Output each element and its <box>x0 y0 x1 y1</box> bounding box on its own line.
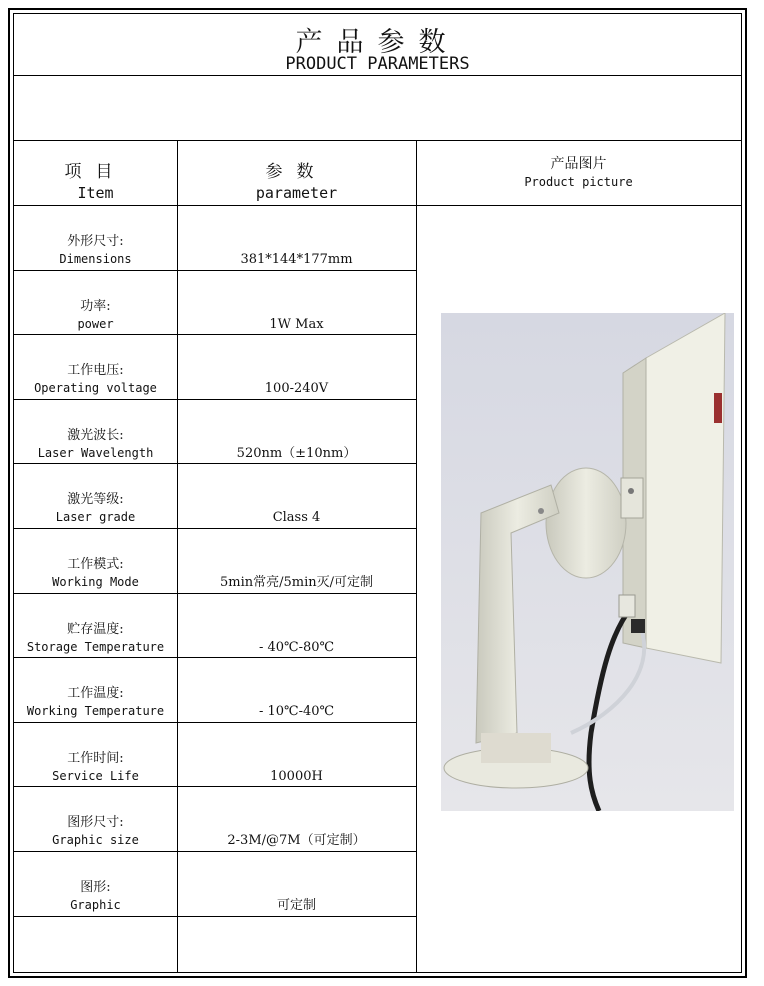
row-label <box>14 814 177 848</box>
row-divider <box>14 399 417 400</box>
row-divider <box>14 528 417 529</box>
row-label-zh: 贮存温度: <box>67 621 124 637</box>
header-item-en: Item <box>77 184 114 202</box>
header-picture <box>416 154 741 190</box>
row-label-en: Graphic size <box>52 833 139 848</box>
row-divider <box>14 851 417 852</box>
row-divider <box>14 657 417 658</box>
row-divider <box>14 722 417 723</box>
row-label-zh: 激光波长: <box>67 427 124 443</box>
row-label <box>14 233 177 267</box>
row-label-zh: 图形尺寸: <box>67 815 124 831</box>
header-parameter-zh: 参数 <box>265 162 328 182</box>
header-parameter-en: parameter <box>255 184 338 202</box>
row-label-en: Operating voltage <box>34 381 157 396</box>
row-divider <box>14 270 417 271</box>
row-divider <box>14 916 417 917</box>
row-value: Class 4 <box>272 510 321 526</box>
row-label-zh: 激光等级: <box>67 492 124 508</box>
laser-projector-illustration <box>441 313 734 811</box>
row-value: 520nm（±10nm） <box>236 445 357 461</box>
row-label-en: Working Temperature <box>26 704 165 719</box>
row-divider <box>14 334 417 335</box>
parameter-sheet <box>8 8 747 978</box>
row-label-zh: 工作模式: <box>67 557 124 572</box>
row-label <box>14 750 177 784</box>
row-label <box>14 491 177 525</box>
row-label <box>14 298 177 332</box>
row-divider <box>14 786 417 787</box>
rule-col2 <box>416 140 417 972</box>
row-label-en: power <box>77 316 114 331</box>
row-label-en: Working Mode <box>52 575 139 589</box>
row-label-en: Service Life <box>52 768 139 783</box>
row-divider <box>14 593 417 594</box>
row-label-zh: 工作电压: <box>67 363 124 379</box>
row-value: 2-3M/@7M（可定制） <box>227 833 366 849</box>
header-parameter <box>177 161 416 203</box>
row-label <box>14 879 177 913</box>
row-label-en: Storage Temperature <box>26 639 165 654</box>
row-label <box>14 556 177 590</box>
row-divider <box>14 463 417 464</box>
row-label-zh: 图形: <box>80 880 111 895</box>
row-value: 100-240V <box>264 381 329 397</box>
row-label-zh: 功率: <box>80 298 111 314</box>
title-chinese: 产品参数 <box>295 27 460 58</box>
row-value: 5min常亮/5min灭/可定制 <box>219 575 374 590</box>
header-picture-zh: 产品图片 <box>550 156 607 172</box>
row-label <box>14 685 177 719</box>
row-label-zh: 工作时间: <box>67 750 124 766</box>
row-value: - 10℃-40℃ <box>258 704 335 720</box>
rule-header <box>14 205 741 206</box>
row-label <box>14 621 177 655</box>
row-value: 1W Max <box>269 316 324 332</box>
row-value: 10000H <box>270 768 323 784</box>
row-label-zh: 工作温度: <box>67 686 124 702</box>
title-english: PRODUCT PARAMETERS <box>285 54 470 74</box>
product-photo <box>441 313 734 811</box>
row-label-en: Dimensions <box>59 252 132 266</box>
rule-blank <box>14 140 741 141</box>
header-item <box>14 161 177 203</box>
row-label-zh: 外形尺寸: <box>67 234 124 249</box>
row-label <box>14 362 177 396</box>
header-item-zh: 项目 <box>64 162 127 182</box>
row-value: 可定制 <box>276 898 316 913</box>
row-label-en: Graphic <box>70 898 121 912</box>
row-label <box>14 427 177 461</box>
row-value: - 40℃-80℃ <box>258 639 335 655</box>
row-label-en: Laser Wavelength <box>37 445 154 460</box>
header-picture-en: Product picture <box>524 175 633 189</box>
rule-title <box>14 75 741 76</box>
row-label-en: Laser grade <box>55 510 136 525</box>
row-value: 381*144*177mm <box>240 252 353 267</box>
